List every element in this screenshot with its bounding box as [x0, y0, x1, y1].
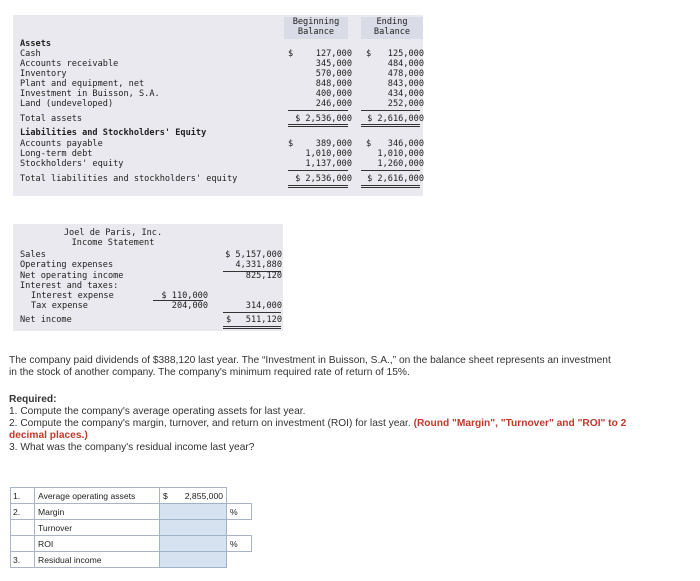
sales-label: Sales	[20, 250, 46, 260]
interest-value: $ 110,000	[161, 291, 208, 301]
liability-row	[20, 159, 424, 169]
asset-end: 252,000	[387, 99, 424, 109]
dollar-sign: $	[366, 139, 372, 149]
total-liabilities-label: Total liabilities and stockholders' equity	[20, 174, 238, 184]
asset-row	[20, 99, 424, 109]
asset-end: 478,000	[387, 69, 424, 79]
interest-tax-total: 314,000	[245, 301, 282, 311]
interest-row	[20, 291, 282, 301]
asset-begin: 246,000	[315, 99, 352, 109]
noi-row	[20, 271, 282, 281]
row-label: Margin	[34, 503, 160, 520]
dollar-sign: $	[226, 315, 232, 325]
requirement-1: 1. Compute the company's average operating assets for last year.	[9, 406, 306, 417]
average-operating-assets-value: 2,855,000	[184, 491, 223, 501]
margin-input[interactable]	[159, 503, 227, 520]
requirements	[9, 394, 626, 454]
asset-label: Land (undeveloped)	[20, 99, 114, 109]
liability-row	[20, 139, 424, 149]
row-label: Average operating assets	[34, 487, 160, 504]
row-number	[10, 519, 35, 536]
turnover-input[interactable]	[159, 519, 227, 536]
dollar-sign: $	[366, 49, 372, 59]
asset-label: Investment in Buisson, S.A.	[20, 89, 160, 99]
liability-end: 1,260,000	[377, 159, 424, 169]
subtotal-line	[223, 312, 281, 313]
dollar-sign: $	[288, 49, 294, 59]
subtotal-line	[288, 110, 348, 111]
asset-label: Inventory	[20, 69, 67, 79]
asset-row	[20, 89, 424, 99]
total-double-line	[361, 185, 420, 188]
row-number	[10, 535, 35, 552]
total-double-line	[223, 326, 281, 329]
roi-input[interactable]	[159, 535, 227, 552]
opex-row	[20, 260, 282, 270]
asset-begin: 127,000	[315, 49, 352, 59]
tax-row	[20, 301, 282, 311]
dollar-sign: $	[288, 139, 294, 149]
liability-end: 346,000	[387, 139, 424, 149]
income-statement	[13, 224, 283, 331]
asset-begin: 345,000	[315, 59, 352, 69]
requirement-2-text: 2. Compute the company's margin, turnover, and return on investment (ROI) for last year.	[9, 418, 411, 429]
liability-end: 1,010,000	[377, 149, 424, 159]
total-double-line	[288, 124, 348, 127]
col-header-ending-line2: Balance	[373, 27, 411, 37]
row-label: ROI	[34, 535, 160, 552]
company-name: Joel de Paris, Inc.	[63, 228, 163, 238]
liability-begin: 1,137,000	[305, 159, 352, 169]
total-double-line	[361, 124, 420, 127]
net-income-row	[20, 315, 282, 325]
asset-end: 434,000	[387, 89, 424, 99]
requirement-3: 3. What was the company's residual income last year?	[9, 442, 255, 453]
asset-begin: 400,000	[315, 89, 352, 99]
paragraph-line: The company paid dividends of $388,120 last year. The “Investment in Buisson, S.A.,” on the balance sheet represents an investment	[9, 355, 611, 366]
turnover-unit	[226, 519, 252, 536]
total-assets-row	[20, 114, 424, 124]
total-liabilities-begin: $ 2,536,000	[295, 174, 352, 184]
net-income-value: 511,120	[245, 315, 282, 325]
liabilities-heading: Liabilities and Stockholders' Equity	[20, 128, 207, 138]
col-header-beginning-line2: Balance	[297, 27, 335, 37]
row-label: Turnover	[34, 519, 160, 536]
asset-label: Plant and equipment, net	[20, 79, 145, 89]
row-number: 2.	[10, 503, 35, 520]
subtotal-line	[153, 300, 203, 301]
liability-label: Long-term debt	[20, 149, 93, 159]
unit-cell	[226, 487, 252, 504]
asset-row	[20, 69, 424, 79]
tax-label: Tax expense	[31, 301, 88, 311]
asset-row	[20, 79, 424, 89]
total-liabilities-end: $ 2,616,000	[367, 174, 424, 184]
subtotal-line	[288, 170, 348, 171]
average-operating-assets-input[interactable]	[159, 487, 227, 504]
interest-taxes-heading: Interest and taxes:	[20, 281, 119, 291]
col-header-beginning-line1: Beginning	[292, 17, 340, 27]
asset-end: 843,000	[387, 79, 424, 89]
answer-table	[10, 487, 268, 571]
paragraph-line: in the stock of another company. The company's minimum required rate of return of 15%.	[9, 367, 410, 378]
asset-row	[20, 59, 424, 69]
total-liabilities-row	[20, 174, 424, 184]
total-assets-end: $ 2,616,000	[367, 114, 424, 124]
liability-begin: 389,000	[315, 139, 352, 149]
statement-title: Income Statement	[71, 238, 155, 248]
noi-value: 825,120	[245, 271, 282, 281]
asset-begin: 570,000	[315, 69, 352, 79]
sales-row	[20, 250, 282, 260]
residual-income-input[interactable]	[159, 551, 227, 568]
tax-value: 204,000	[171, 301, 208, 311]
noi-label: Net operating income	[20, 271, 124, 281]
liability-label: Accounts payable	[20, 139, 103, 149]
asset-end: 484,000	[387, 59, 424, 69]
opex-label: Operating expenses	[20, 260, 114, 270]
residual-income-unit	[226, 551, 252, 568]
required-heading: Required:	[9, 394, 57, 405]
liability-label: Stockholders' equity	[20, 159, 124, 169]
row-number: 1.	[10, 487, 35, 504]
net-income-label: Net income	[20, 315, 72, 325]
rounding-note-cont: decimal places.)	[9, 430, 88, 441]
roi-unit: %	[226, 535, 252, 552]
requirement-2	[9, 418, 626, 430]
asset-label: Accounts receivable	[20, 59, 119, 69]
asset-end: 125,000	[387, 49, 424, 59]
total-assets-label: Total assets	[20, 114, 83, 124]
total-double-line	[288, 185, 348, 188]
subtotal-line	[361, 110, 420, 111]
interest-label: Interest expense	[31, 291, 114, 301]
problem-paragraph	[9, 355, 611, 379]
asset-row	[20, 49, 424, 59]
asset-begin: 848,000	[315, 79, 352, 89]
balance-sheet	[13, 15, 423, 196]
liability-row	[20, 149, 424, 159]
col-header-beginning	[284, 17, 348, 39]
row-number: 3.	[10, 551, 35, 568]
liability-begin: 1,010,000	[305, 149, 352, 159]
opex-value: 4,331,880	[235, 260, 282, 270]
margin-unit: %	[226, 503, 252, 520]
col-header-ending-line1: Ending	[376, 17, 408, 27]
asset-label: Cash	[20, 49, 41, 59]
assets-heading: Assets	[20, 39, 52, 49]
col-header-ending	[361, 17, 423, 39]
dollar-sign: $	[163, 491, 168, 501]
rounding-note: (Round "Margin", "Turnover" and "ROI" to 2	[413, 418, 627, 429]
total-assets-begin: $ 2,536,000	[295, 114, 352, 124]
subtotal-line	[361, 170, 420, 171]
sales-value: $ 5,157,000	[225, 250, 282, 260]
row-label: Residual income	[34, 551, 160, 568]
